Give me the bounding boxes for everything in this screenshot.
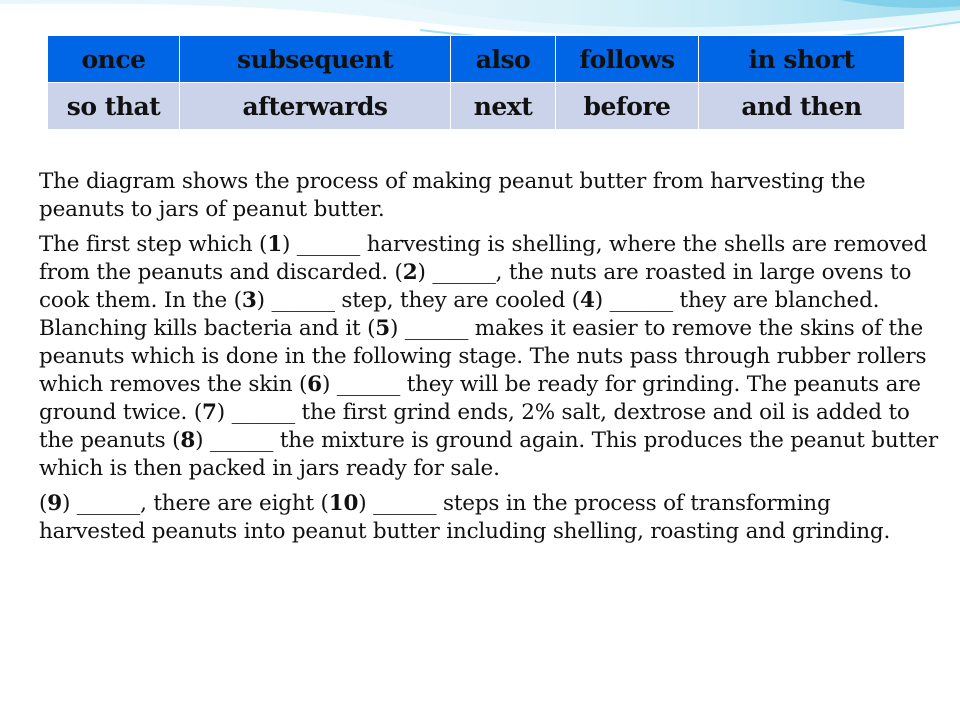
table-cell: so that xyxy=(48,83,180,130)
table-cell: afterwards xyxy=(180,83,451,130)
blank-number: 2 xyxy=(402,260,418,285)
table-cell: in short xyxy=(699,36,905,83)
paragraph-intro: The diagram shows the process of making peanut butter from harvesting the peanuts to jars of peanut butter. xyxy=(39,169,866,222)
table-cell: also xyxy=(451,36,556,83)
table-cell: next xyxy=(451,83,556,130)
blank-number: 9 xyxy=(47,491,62,516)
table-cell: and then xyxy=(699,83,905,130)
blank-number: 1 xyxy=(267,232,282,257)
paragraph-process: The first step which (1) ______ harvesting is shelling, where the shells are removed from the peanuts and discarded. (2) ______, the nuts are roasted in large ovens to cook them. In the (3) ______ step, they are cooled (4) ______ they are blanched. Blanching kills bacteria and it (5) ______ makes it easier to remove the skins of the peanuts which is done in the following stage. The nuts pass through rubber rollers which removes the skin (6) ______ they will be ready for grinding. The peanuts are ground twice. (7) ______ the first grind ends, 2% salt, dextrose and oil is added to the peanuts (8) ______ the mixture is ground again. This produces the peanut butter which is then packed in jars ready for sale. xyxy=(39,232,938,481)
table-row xyxy=(48,36,905,83)
blank-number: 7 xyxy=(202,400,217,425)
table-cell: subsequent xyxy=(180,36,451,83)
table-cell: once xyxy=(48,36,180,83)
blank-number: 10 xyxy=(328,491,359,516)
blank-number: 6 xyxy=(307,372,322,397)
table-cell: before xyxy=(556,83,699,130)
blank-number: 5 xyxy=(375,316,391,341)
blank-number: 3 xyxy=(241,288,257,313)
blank-number: 8 xyxy=(180,428,196,453)
table-row xyxy=(48,83,905,130)
passage-text xyxy=(39,168,939,553)
paragraph-summary: (9) ______, there are eight (10) ______ steps in the process of transforming harvested peanuts into peanut butter including shelling, roasting and grinding. xyxy=(39,491,891,544)
blank-number: 4 xyxy=(579,288,595,313)
connector-word-table xyxy=(47,35,905,130)
table-cell: follows xyxy=(556,36,699,83)
